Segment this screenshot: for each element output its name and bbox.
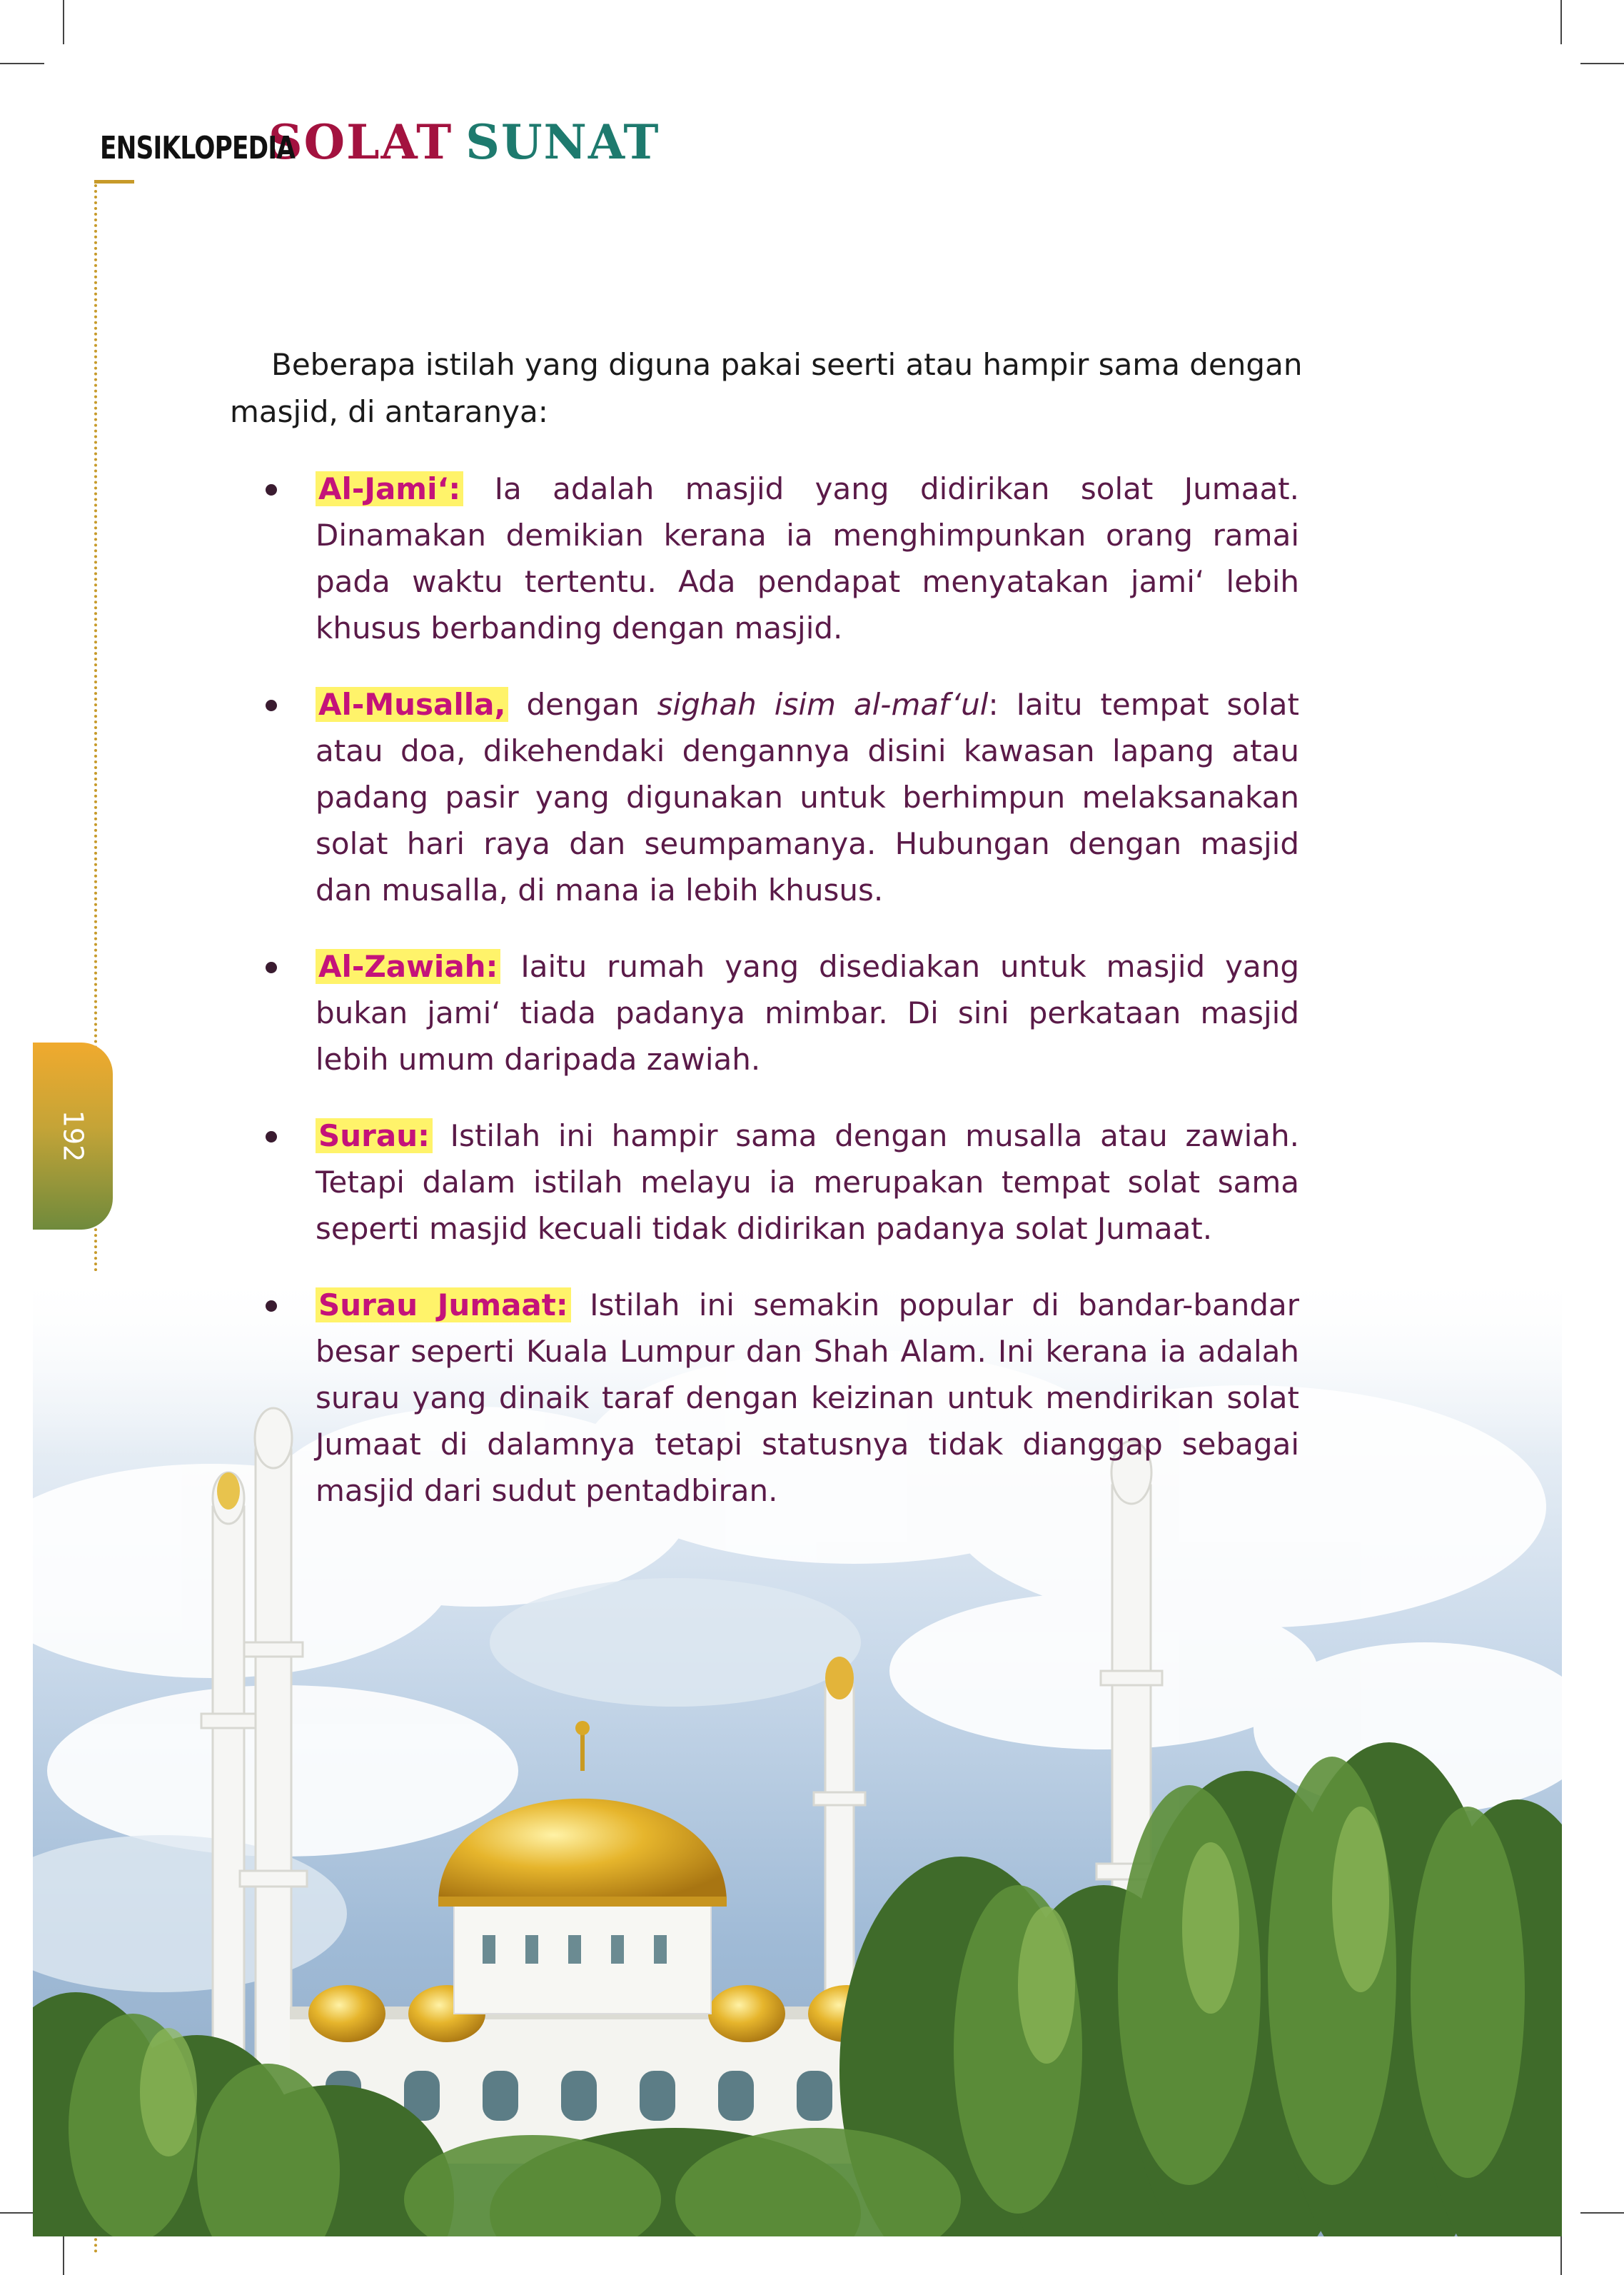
running-header	[100, 114, 660, 179]
series-label: ENSIKLOPEDIA	[100, 130, 296, 166]
intro-text: Beberapa istilah yang diguna pakai seerti atau hampir sama dengan masjid, di antaranya:	[230, 347, 1303, 429]
term-label: Surau:	[316, 1118, 433, 1153]
list-item	[257, 681, 1299, 913]
book-title-sunat: SUNAT	[465, 114, 660, 170]
crop-mark	[63, 2231, 64, 2275]
bullet-icon	[266, 1300, 277, 1312]
term-definition: Istilah ini hampir sama dengan musalla atau zawiah. Tetapi dalam istilah melayu ia merupakan tempat solat sama seperti masjid kecuali tidak didirikan padanya solat Jumaat.	[316, 1118, 1299, 1246]
term-definition: Ia adalah masjid yang didirikan solat Jumaat. Dinamakan demikian kerana ia menghimpunkan orang ramai pada waktu tertentu. Ada pendapat menyatakan jami‘ lebih khusus berbanding dengan masjid.	[316, 471, 1299, 646]
term-definition-part: dengan	[508, 687, 657, 722]
page-number-box	[33, 1043, 113, 1230]
crop-mark	[1580, 2212, 1624, 2214]
crop-mark	[1560, 2231, 1562, 2275]
term-label: Al-Musalla,	[316, 687, 508, 722]
term-label: Surau Jumaat:	[316, 1287, 571, 1322]
term-italic-phrase: sighah isim al-maf‘ul	[657, 687, 989, 722]
page-number: 192	[57, 1110, 89, 1162]
term-definition: Iaitu rumah yang disediakan untuk masjid yang bukan jami‘ tiada padanya mimbar. Di sini perkataan masjid lebih umum daripada zawiah.	[316, 949, 1299, 1077]
term-definition-part: : Iaitu tempat solat atau doa, dikehendaki dengannya disini kawasan lapang atau padang pasir yang digunakan untuk berhimpun melaksanakan solat hari raya dan seumpamanya. Hubungan dengan masjid dan musalla, di mana ia lebih khusus.	[316, 687, 1299, 908]
term-label: Al-Jami‘:	[316, 471, 463, 506]
list-item	[257, 1113, 1299, 1252]
bullet-icon	[266, 700, 277, 711]
bullet-icon	[266, 484, 277, 496]
list-item	[257, 466, 1299, 651]
crop-mark	[63, 0, 64, 44]
crop-mark	[1560, 0, 1562, 44]
term-list	[257, 466, 1299, 1544]
gold-rule	[94, 180, 134, 184]
crop-mark	[1580, 63, 1624, 64]
term-label: Al-Zawiah:	[316, 949, 500, 984]
book-title-solat: SOLAT	[268, 114, 453, 170]
crop-mark	[0, 63, 44, 64]
bullet-icon	[266, 962, 277, 973]
term-definition: Istilah ini semakin popular di bandar-bandar besar seperti Kuala Lumpur dan Shah Alam. Ini kerana ia adalah surau yang dinaik taraf dengan keizinan untuk mendirikan solat Jumaat di dalamnya tetapi statusnya tidak dianggap sebagai masjid dari sudut pentadbiran.	[316, 1287, 1300, 1508]
intro-paragraph	[230, 341, 1372, 436]
list-item	[257, 943, 1299, 1083]
bullet-icon	[266, 1131, 277, 1142]
list-item	[257, 1282, 1299, 1514]
